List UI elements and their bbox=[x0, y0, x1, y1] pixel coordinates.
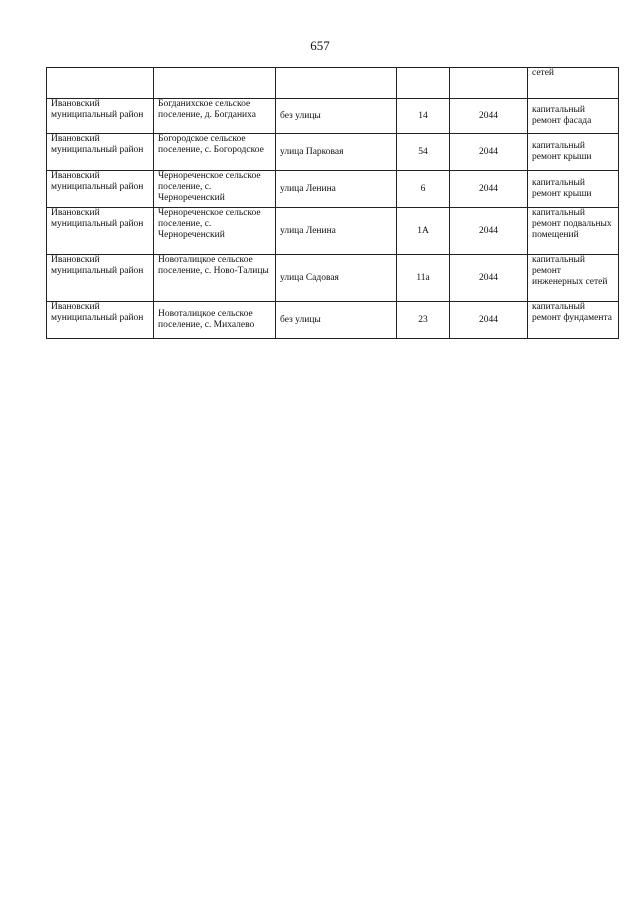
work-cell: капитальный ремонт крыши bbox=[528, 134, 619, 171]
settlement-cell: Богданихское сельское поселение, д. Богданиха bbox=[154, 99, 276, 134]
table-row bbox=[47, 302, 619, 339]
table-cell: сетей bbox=[528, 68, 619, 99]
table-cell bbox=[154, 68, 276, 99]
house-cell: 54 bbox=[397, 134, 450, 171]
district-cell: Ивановский муниципальный район bbox=[47, 208, 154, 255]
year-cell: 2044 bbox=[450, 134, 528, 171]
work-cell: капитальный ремонт фундамента bbox=[528, 302, 619, 339]
house-cell: 14 bbox=[397, 99, 450, 134]
settlement-cell: Чернореченское сельское поселение, с. Чернореченский bbox=[154, 208, 276, 255]
table-cell bbox=[276, 68, 397, 99]
page-number: 657 bbox=[310, 38, 330, 53]
district-cell: Ивановский муниципальный район bbox=[47, 255, 154, 302]
table-cell bbox=[450, 68, 528, 99]
buildings-table bbox=[46, 67, 619, 339]
table-row bbox=[47, 171, 619, 208]
table-row bbox=[47, 68, 619, 99]
year-cell: 2044 bbox=[450, 171, 528, 208]
work-cell: капитальный ремонт подвальных помещений bbox=[528, 208, 619, 255]
house-cell: 6 bbox=[397, 171, 450, 208]
settlement-cell: Новоталицкое сельское поселение, с. Ново-Талицы bbox=[154, 255, 276, 302]
street-cell: улица Садовая bbox=[276, 255, 397, 302]
district-cell: Ивановский муниципальный район bbox=[47, 134, 154, 171]
year-cell: 2044 bbox=[450, 208, 528, 255]
year-cell: 2044 bbox=[450, 255, 528, 302]
table-row bbox=[47, 134, 619, 171]
district-cell: Ивановский муниципальный район bbox=[47, 302, 154, 339]
settlement-cell: Богородское сельское поселение, с. Богородское bbox=[154, 134, 276, 171]
street-cell: без улицы bbox=[276, 302, 397, 339]
table-row bbox=[47, 208, 619, 255]
street-cell: без улицы bbox=[276, 99, 397, 134]
work-cell: капитальный ремонт инженерных сетей bbox=[528, 255, 619, 302]
table-cell bbox=[47, 68, 154, 99]
district-cell: Ивановский муниципальный район bbox=[47, 99, 154, 134]
street-cell: улица Ленина bbox=[276, 171, 397, 208]
table-cell bbox=[397, 68, 450, 99]
work-cell: капитальный ремонт фасада bbox=[528, 99, 619, 134]
year-cell: 2044 bbox=[450, 302, 528, 339]
settlement-cell: Новоталицкое сельское поселение, с. Михалево bbox=[154, 302, 276, 339]
house-cell: 1А bbox=[397, 208, 450, 255]
work-cell: капитальный ремонт крыши bbox=[528, 171, 619, 208]
street-cell: улица Ленина bbox=[276, 208, 397, 255]
house-cell: 23 bbox=[397, 302, 450, 339]
district-cell: Ивановский муниципальный район bbox=[47, 171, 154, 208]
settlement-cell: Чернореченское сельское поселение, с. Чернореченский bbox=[154, 171, 276, 208]
table-row bbox=[47, 99, 619, 134]
street-cell: улица Парковая bbox=[276, 134, 397, 171]
year-cell: 2044 bbox=[450, 99, 528, 134]
table-row bbox=[47, 255, 619, 302]
house-cell: 11а bbox=[397, 255, 450, 302]
